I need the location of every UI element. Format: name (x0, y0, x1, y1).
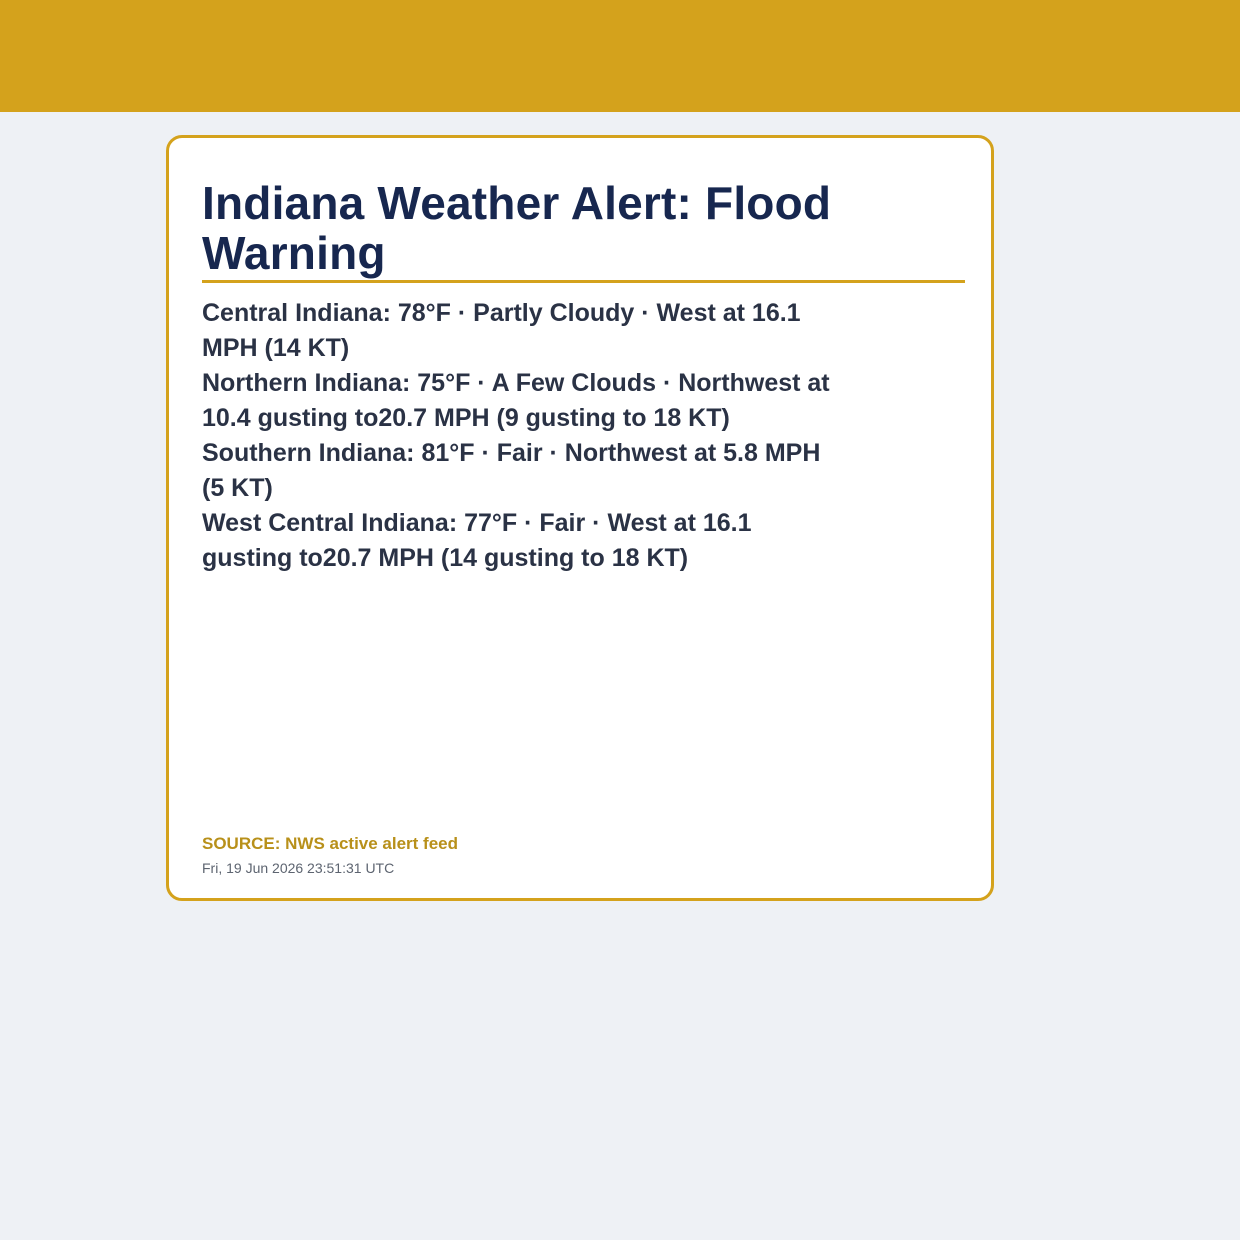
condition-southern-indiana: Southern Indiana: 81°F · Fair · Northwest at 5.8 MPH (5 KT) (202, 439, 821, 502)
timestamp: Fri, 19 Jun 2026 23:51:31 UTC (202, 860, 395, 876)
condition-northern-indiana: Northern Indiana: 75°F · A Few Clouds · Northwest at 10.4 gusting to20.7 MPH (9 gusting to 18 KT) (202, 369, 830, 432)
alert-card (166, 135, 994, 901)
condition-central-indiana: Central Indiana: 78°F · Partly Cloudy · West at 16.1 MPH (14 KT) (202, 299, 801, 362)
conditions-list (202, 296, 842, 576)
title-divider (202, 280, 965, 283)
alert-title: Indiana Weather Alert: Flood Warning (202, 177, 832, 279)
condition-west-central-indiana: West Central Indiana: 77°F · Fair · West at 16.1 gusting to20.7 MPH (14 gusting to 18 KT) (202, 509, 752, 572)
source-label: SOURCE: NWS active alert feed (202, 834, 459, 853)
top-banner (0, 0, 1240, 112)
